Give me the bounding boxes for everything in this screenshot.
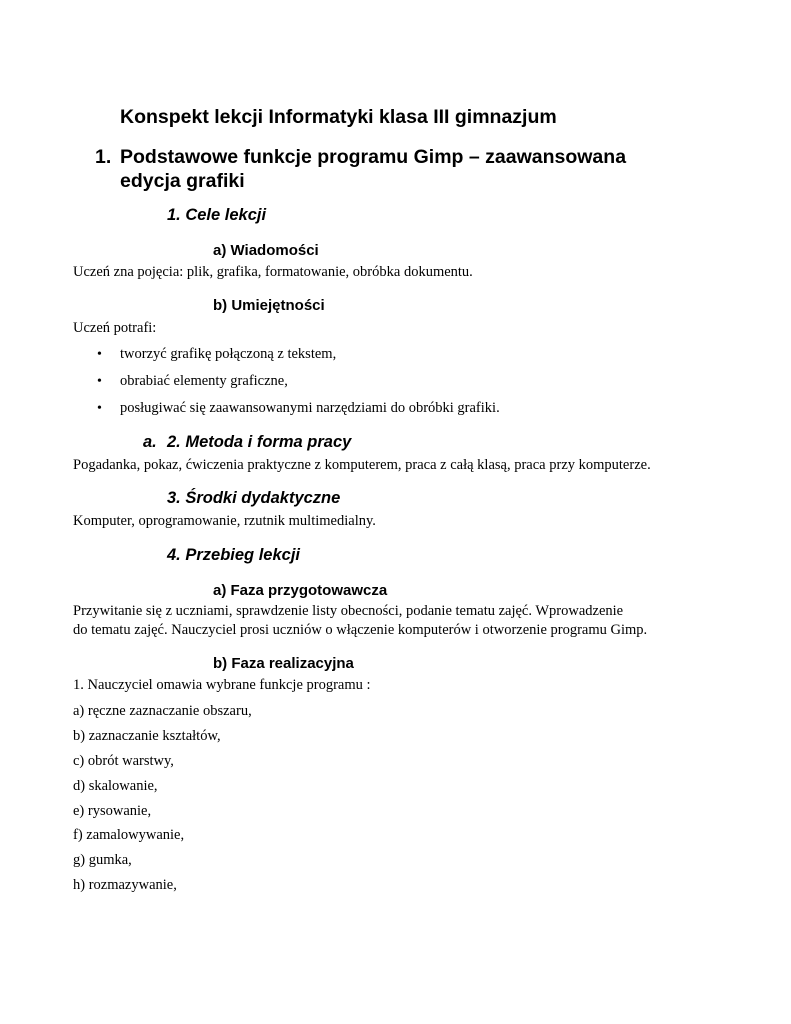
umiejetnosci-intro: Uczeń potrafi: [73, 320, 157, 336]
bullet-text: tworzyć grafikę połączoną z tekstem, [120, 346, 337, 362]
section-number: 1. [95, 146, 112, 168]
bullet-item [97, 373, 102, 390]
srodki-heading: 3. Środki dydaktyczne [167, 489, 341, 507]
wiadomosci-heading: a) Wiadomości [213, 242, 319, 259]
document-title: Konspekt lekcji Informatyki klasa III gimnazjum [120, 106, 557, 128]
wiadomosci-text: Uczeń zna pojęcia: plik, grafika, formatowanie, obróbka dokumentu. [73, 264, 473, 280]
faza-a-text-line-1: Przywitanie się z uczniami, sprawdzenie listy obecności, podanie tematu zajęć. Wprowadzenie [73, 603, 624, 619]
faza-a-heading: a) Faza przygotowawcza [213, 582, 388, 599]
list-item: h) rozmazywanie, [73, 877, 177, 893]
faza-b-intro: 1. Nauczyciel omawia wybrane funkcje programu : [73, 677, 371, 693]
section-title [120, 145, 626, 193]
list-item: b) zaznaczanie kształtów, [73, 728, 221, 744]
list-item: d) skalowanie, [73, 778, 158, 794]
list-item: f) zamalowywanie, [73, 827, 185, 843]
list-item: a) ręczne zaznaczanie obszaru, [73, 703, 252, 719]
section-title-line-2: edycja grafiki [120, 170, 245, 192]
section-title-line-1: Podstawowe funkcje programu Gimp – zaawansowana [120, 146, 627, 168]
umiejetnosci-heading: b) Umiejętności [213, 297, 325, 314]
bullet-item [97, 400, 102, 417]
bullet-text: posługiwać się zaawansowanymi narzędziami do obróbki grafiki. [120, 400, 500, 416]
bullet-item [97, 346, 102, 363]
srodki-text: Komputer, oprogramowanie, rzutnik multimedialny. [73, 513, 376, 529]
bullet-icon: • [97, 347, 102, 362]
faza-a-text-line-2: do tematu zajęć. Nauczyciel prosi uczniów o włączenie komputerów i otworzenie programu Gimp. [73, 622, 648, 638]
list-item: g) gumka, [73, 852, 132, 868]
list-item: c) obrót warstwy, [73, 753, 174, 769]
list-item: e) rysowanie, [73, 803, 152, 819]
metoda-text: Pogadanka, pokaz, ćwiczenia praktyczne z komputerem, praca z całą klasą, praca przy komputerze. [73, 457, 651, 473]
cele-heading: 1. Cele lekcji [167, 206, 267, 224]
metoda-heading: 2. Metoda i forma pracy [167, 433, 352, 451]
bullet-text: obrabiać elementy graficzne, [120, 373, 288, 389]
bullet-icon: • [97, 401, 102, 416]
faza-b-heading: b) Faza realizacyjna [213, 655, 354, 672]
bullet-icon: • [97, 374, 102, 389]
przebieg-heading: 4. Przebieg lekcji [167, 546, 300, 564]
metoda-prefix: a. [143, 433, 157, 451]
